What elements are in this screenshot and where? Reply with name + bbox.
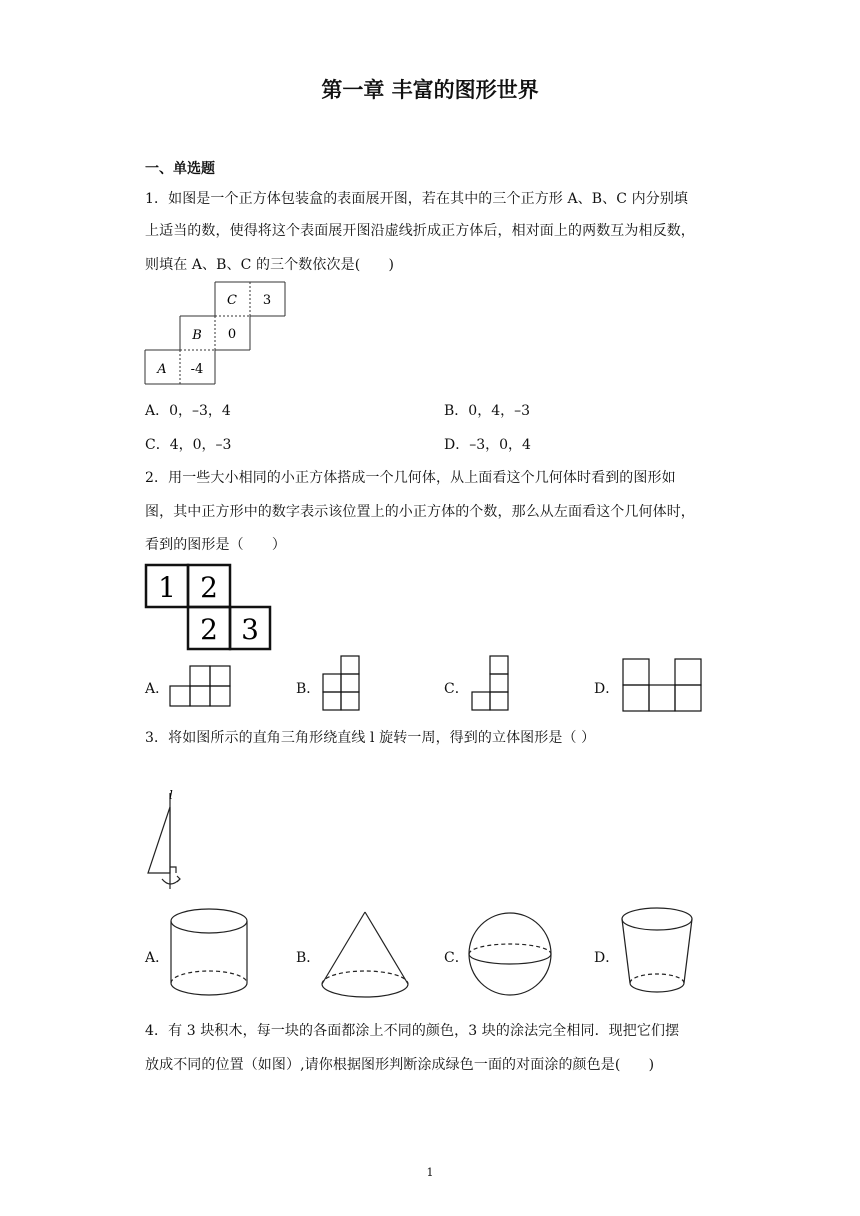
net-label-c: C — [227, 293, 237, 308]
q2-option-d-figure — [621, 657, 703, 713]
q1-text-line-1: 1．如图是一个正方体包装盒的表面展开图，若在其中的三个正方形 A、B、C 内分别填 — [145, 191, 689, 207]
q1-option-b: B．0，4，–3 — [444, 403, 531, 419]
q2-option-c-label: C． — [444, 681, 469, 697]
q2-option-a-label: A． — [145, 681, 170, 697]
grid-number-1: 1 — [158, 571, 176, 604]
q1-option-a: A．0，–3，4 — [145, 403, 231, 419]
axis-label-l: l — [169, 788, 173, 802]
q2-text-line-1: 2．用一些大小相同的小正方体搭成一个几何体，从上面看这个几何体时看到的图形如 — [145, 470, 676, 486]
net-label-neg4: -4 — [190, 362, 204, 377]
q2-option-b-figure — [319, 654, 364, 712]
q2-option-d-label: D． — [594, 681, 620, 697]
q3-option-d-frustum — [618, 905, 698, 997]
grid-number-3: 3 — [241, 613, 259, 646]
q3-option-a-label: A． — [145, 950, 170, 966]
q3-text-line: 3．将如图所示的直角三角形绕直线 l 旋转一周，得到的立体图形是（ ） — [145, 730, 596, 746]
q3-option-c-label: C． — [444, 950, 469, 966]
q1-option-c: C．4，0，–3 — [145, 437, 232, 453]
section-heading: 一、单选题 — [145, 161, 215, 177]
q2-top-view-grid — [140, 560, 280, 655]
grid-number-2b: 2 — [200, 613, 218, 646]
page-title: 第一章 丰富的图形世界 — [321, 78, 539, 102]
q2-option-a-figure — [168, 664, 233, 709]
q4-text-line-2: 放成不同的位置（如图）,请你根据图形判断涂成绿色一面的对面涂的颜色是( ) — [145, 1057, 655, 1073]
net-label-0: 0 — [227, 327, 237, 342]
q2-text-line-2: 图，其中正方形中的数字表示该位置上的小正方体的个数，那么从左面看这个几何体时， — [145, 504, 695, 520]
q1-option-d: D．–3，0，4 — [444, 437, 531, 453]
net-label-a: A — [157, 362, 167, 377]
q3-option-b-cone — [318, 908, 413, 1003]
q4-text-line-1: 4．有 3 块积木，每一块的各面都涂上不同的颜色，3 块的涂法完全相同．现把它们摆 — [145, 1023, 680, 1039]
q1-cube-net-figure — [140, 278, 290, 390]
q2-text-line-3: 看到的图形是（ ） — [145, 537, 286, 553]
q3-option-d-label: D． — [594, 950, 620, 966]
q2-option-b-label: B． — [296, 681, 321, 697]
net-label-3: 3 — [262, 293, 272, 308]
net-label-b: B — [192, 328, 202, 343]
q1-text-line-3: 则填在 A、B、C 的三个数依次是( ) — [145, 257, 395, 273]
grid-number-2a: 2 — [200, 571, 218, 604]
q2-option-c-figure — [468, 654, 513, 712]
q3-triangle-axis-figure — [138, 785, 198, 895]
q3-option-c-sphere — [466, 910, 556, 1000]
page-number: 1 — [426, 1166, 434, 1179]
q1-text-line-2: 上适当的数，使得将这个表面展开图沿虚线折成正方体后，相对面上的两数互为相反数， — [145, 223, 695, 239]
q3-option-b-label: B． — [296, 950, 321, 966]
q3-option-a-cylinder — [168, 905, 253, 1000]
